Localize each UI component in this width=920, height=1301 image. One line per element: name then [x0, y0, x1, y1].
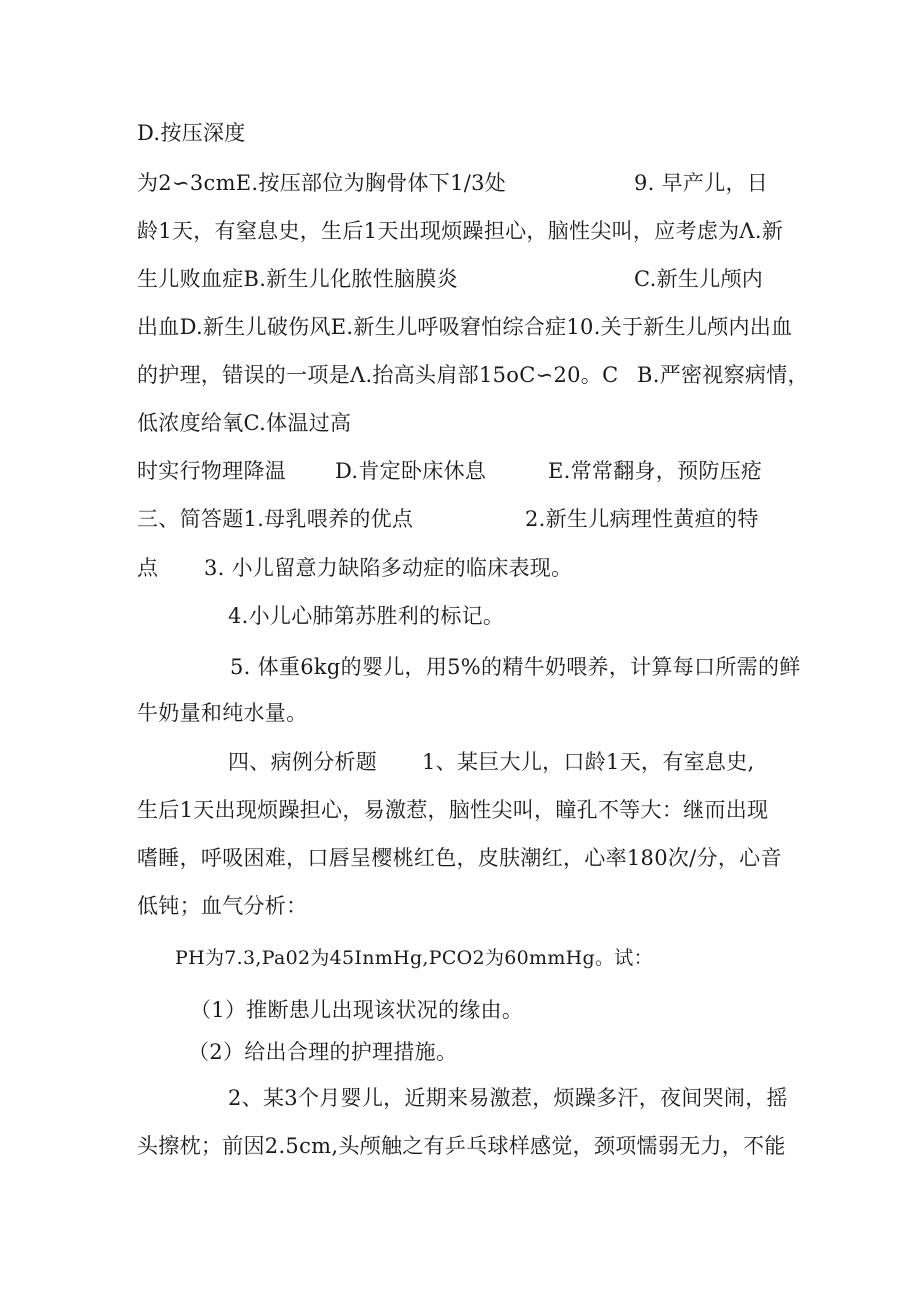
line-text: D.肯定卧床休息 — [335, 459, 487, 483]
line-text: 2.新生儿病理性黄疸的特 — [525, 507, 759, 531]
line-text: 低浓度给氧C.体温过高 — [137, 411, 352, 435]
line-text: 的护理，错误的一项是Λ.抬高头肩部15oC∽20。C — [137, 363, 619, 387]
line-text: 头擦枕；前因2.5cm,头颅触之有乒乓球样感觉，颈项懦弱无力，不能 — [137, 1134, 786, 1158]
line-text: 龄1天，有窒息史，生后1天出现烦躁担心，脑性尖叫，应考虑为Λ.新 — [137, 219, 784, 243]
line-text: 出血D.新生儿破伤风E.新生儿呼吸窘怕综合症10.关于新生儿颅内出血 — [137, 315, 793, 339]
line-text: 低钝；血气分析： — [137, 894, 308, 918]
line-text: 时实行物理降温 — [137, 459, 287, 483]
line-text: 3. 小儿留意力缺陷多动症的临床表现。 — [204, 556, 573, 580]
line-text: 生后1天出现烦躁担心，易激惹，脑性尖叫，瞳孔不等大：继而出现 — [137, 798, 769, 822]
line-text: 三、简答题1.母乳喂养的优点 — [137, 507, 414, 531]
line-text: C.新生儿颅内 — [634, 267, 764, 291]
line-text: （1）推断患儿出现该状况的缘由。 — [190, 998, 524, 1022]
line-text: 5. 体重6kg的婴儿，用5%的精牛奶喂养，计算每口所需的鲜 — [230, 655, 801, 679]
line-text: 点 — [137, 556, 159, 580]
line-text: 1、某巨大儿，口龄1天，有室息史, — [422, 750, 755, 774]
line-text: D.按压深度 — [137, 121, 246, 145]
line-text: PH为7.3,Pa02为45InmHg,PCO2为60mmHg。试： — [175, 947, 653, 969]
line-text: 生儿败血症B.新生儿化脓性脑膜炎 — [137, 267, 458, 291]
line-text: B.严密视察病情， — [637, 363, 809, 387]
line-text: 为2∽3cmE.按压部位为胸骨体下1/3处 — [137, 171, 507, 195]
line-text: 四、病例分析题 — [228, 750, 378, 774]
line-text: 9. 早产儿，日 — [634, 171, 769, 195]
line-text: 4.小儿心肺第苏胜利的标记。 — [228, 604, 505, 628]
line-text: E.常常翻身，预防压疮 — [548, 459, 763, 483]
line-text: （2）给出合理的护理措施。 — [188, 1040, 458, 1064]
line-text: 嗜睡，呼吸困难，口唇呈樱桃红色，皮肤潮红，心率180次/分，心音 — [137, 846, 782, 870]
line-text: 2、某3个月婴儿，近期来易激惹，烦躁多汗，夜间哭闹，摇 — [228, 1086, 788, 1110]
line-text: 牛奶量和纯水量。 — [137, 701, 308, 725]
